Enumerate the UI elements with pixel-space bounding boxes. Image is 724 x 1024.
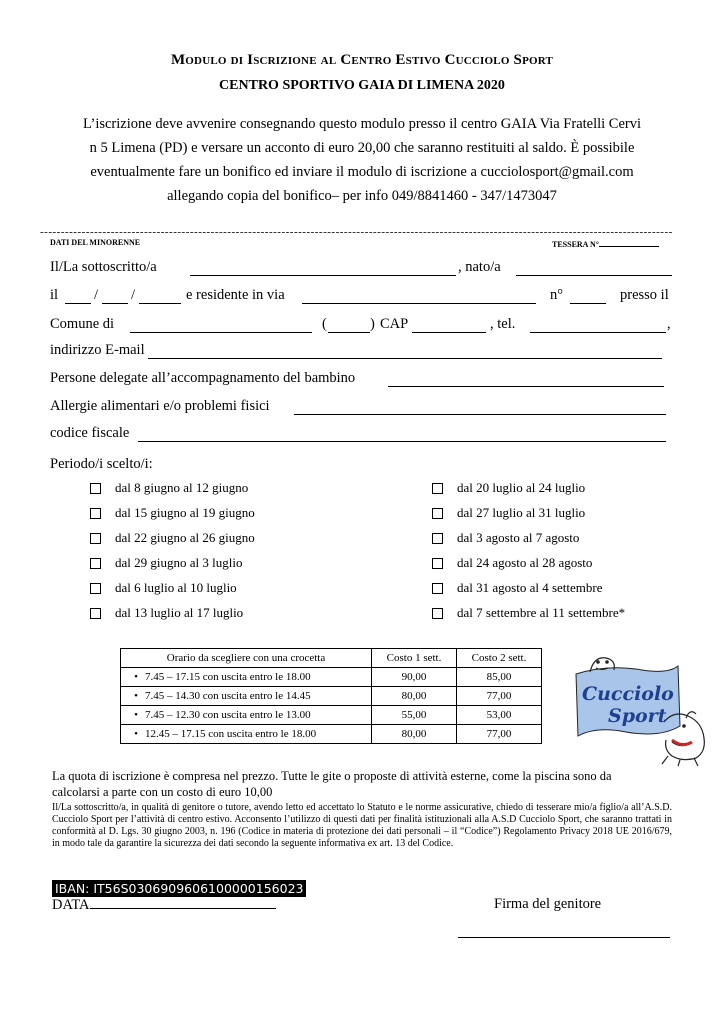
field-cf[interactable] [138,425,666,442]
paren-open: ( [322,316,327,332]
label-residente: e residente in via [186,287,285,303]
field-mese[interactable] [102,287,128,304]
field-civico[interactable] [570,287,606,304]
field-luogo-nascita[interactable] [516,259,672,276]
table-header: Costo 2 sett. [457,649,542,668]
field-cap[interactable] [412,316,486,333]
table-row[interactable] [121,668,542,687]
label-nato: , nato/a [458,259,501,275]
field-email[interactable] [148,342,662,359]
period-label: dal 3 agosto al 7 agosto [457,530,580,545]
field-giorno[interactable] [65,287,91,304]
period-checkbox[interactable] [90,530,255,546]
firma-signature-line[interactable] [458,937,670,938]
checkbox-icon[interactable] [432,508,443,519]
field-comune[interactable] [130,316,312,333]
field-nome[interactable] [190,259,456,276]
period-label: dal 13 luglio al 17 luglio [115,605,244,620]
period-checkbox[interactable] [432,555,592,571]
label-presso: presso il [620,287,669,303]
slash: / [94,287,99,303]
periodo-label: Periodo/i scelto/i: [50,456,153,472]
period-checkbox[interactable] [432,580,603,596]
field-via[interactable] [302,287,536,304]
field-tel[interactable] [530,316,666,333]
costo1-cell: 55,00 [372,706,457,725]
data-blank[interactable] [90,896,276,909]
label-cf: codice fiscale [50,425,130,441]
intro-line: allegando copia del bonifico– per info 049/8841460 - 347/1473047 [167,188,557,204]
period-label: dal 6 luglio al 10 luglio [115,580,237,595]
quota-note [52,768,688,800]
row-allergie [50,398,672,418]
period-label: dal 29 giugno al 3 luglio [115,555,243,570]
data-label: DATA [52,897,90,913]
period-label: dal 27 luglio al 31 luglio [457,505,586,520]
bullet-icon: • [134,690,138,702]
checkbox-icon[interactable] [432,558,443,569]
table-row[interactable] [121,725,542,744]
bullet-icon: • [134,671,138,683]
checkbox-icon[interactable] [432,608,443,619]
checkbox-icon[interactable] [90,483,101,494]
costo2-cell: 53,00 [457,706,542,725]
orario-cell[interactable] [121,725,372,744]
period-checkbox[interactable] [432,505,585,521]
label-email: indirizzo E-mail [50,342,145,358]
costo1-cell: 80,00 [372,725,457,744]
field-anno[interactable] [139,287,181,304]
quota-line: calcolarsi a parte con un costo di euro 10,00 [52,785,273,799]
row-cf [50,425,672,445]
row-persone [50,370,672,390]
label-comune: Comune di [50,316,115,332]
orario-text: 12.45 – 17.15 con uscita entro le 18.00 [145,728,317,740]
row-nascita [50,287,672,307]
slash: / [131,287,136,303]
table-header-row [121,649,542,668]
row-sottoscritto [50,259,672,279]
field-allergie[interactable] [294,398,666,415]
table-header: Orario da scegliere con una crocetta [121,649,372,668]
label-numero: n° [550,287,564,303]
bullet-icon: • [134,728,138,740]
comma: , [667,316,671,332]
orario-cell[interactable] [121,668,372,687]
checkbox-icon[interactable] [90,558,101,569]
tessera-label: TESSERA N° [552,240,599,249]
tessera-field[interactable] [552,238,659,249]
intro-line: eventualmente fare un bonifico ed inviare il modulo di iscrizione a cucciolosport@gmail.com [90,164,634,180]
intro-line: n 5 Limena (PD) e versare un acconto di euro 20,00 che saranno restituiti al saldo. È possibile [89,140,635,156]
checkbox-icon[interactable] [432,533,443,544]
orario-text: 7.45 – 17.15 con uscita entro le 18.00 [145,671,311,683]
orario-text: 7.45 – 12.30 con uscita entro le 13.00 [145,709,311,721]
section-label-minore: DATI DEL MINORENNE [50,238,141,247]
table-row[interactable] [121,687,542,706]
period-label: dal 24 agosto al 28 agosto [457,555,593,570]
orario-cell[interactable] [121,687,372,706]
checkbox-icon[interactable] [432,583,443,594]
checkbox-icon[interactable] [90,508,101,519]
tessera-blank[interactable] [599,238,659,247]
costo2-cell: 77,00 [457,725,542,744]
form-subtitle: CENTRO SPORTIVO GAIA DI LIMENA 2020 [219,78,505,93]
iban-label: IBAN: IT56S0306909606100000156023 [52,880,306,897]
field-persone[interactable] [388,370,664,387]
bullet-icon: • [134,709,138,721]
cucciolo-sport-logo [568,652,718,767]
row-email [50,342,672,362]
label-cap: CAP [380,316,409,332]
period-checkbox[interactable] [90,605,243,621]
paren-close: ) [370,316,375,332]
row-comune [50,316,672,336]
firma-label: Firma del genitore [494,896,602,912]
table-header: Costo 1 sett. [372,649,457,668]
period-checkbox[interactable] [432,530,579,546]
label-tel: , tel. [490,316,516,332]
checkbox-icon[interactable] [90,608,101,619]
label-persone: Persone delegate all’accompagnamento del bambino [50,370,356,386]
label-sottoscritto: Il/La sottoscritto/a [50,259,157,275]
quota-line: La quota di iscrizione è compresa nel prezzo. Tutte le gite o proposte di attività esterne, come la piscina sono da [52,769,612,783]
separator-line: -------------------------------------------------------------------------------------------------------------------------------------------------------- [40,226,673,238]
checkbox-icon[interactable] [432,483,443,494]
intro-text [40,112,684,208]
orari-table [120,648,542,744]
logo-text: Cucciolo [582,683,674,705]
period-checkbox[interactable] [90,480,248,496]
data-field[interactable] [52,896,276,914]
label-il: il [50,287,59,303]
period-checkbox[interactable] [432,605,625,621]
checkbox-icon[interactable] [90,533,101,544]
period-checkbox[interactable] [90,505,255,521]
field-provincia[interactable] [328,316,370,333]
form-title: Modulo di Iscrizione al Centro Estivo Cucciolo Sport [170,52,554,68]
period-checkbox[interactable] [432,480,585,496]
privacy-consent-text: Il/La sottoscritto/a, in qualità di genitore o tutore, avendo letto ed accettato lo Statuto e le norme assicurative, chiedo di tesserare mio/a figlio/a all’A.S.D. Cucciolo Sport per l’attività di centro estivo. Acconsento l’utilizzo di questi dati per finalità istituzionali alla A.S.D Cucciolo Sport, che saranno trattati in conformità al D. Lgs. 30 giugno 2003, n. 196 (Codice in materia di protezione dei dati personali – il “Codice”) Regolamento Privacy 2018 UE 2016/679, in modo tale da garantire la sicurezza dei dati secondo la seguente informativa ex art. 13 del Codice. [52,802,672,849]
costo2-cell: 85,00 [457,668,542,687]
period-label: dal 31 agosto al 4 settembre [457,580,603,595]
period-label: dal 22 giugno al 26 giugno [115,530,255,545]
period-checkbox[interactable] [90,555,242,571]
intro-line: L’iscrizione deve avvenire consegnando questo modulo presso il centro GAIA Via Fratelli Cervi [82,116,642,132]
costo1-cell: 80,00 [372,687,457,706]
table-row[interactable] [121,706,542,725]
period-label: dal 8 giugno al 12 giugno [115,480,249,495]
costo1-cell: 90,00 [372,668,457,687]
label-allergie: Allergie alimentari e/o problemi fisici [50,398,270,414]
logo-text: Sport [608,705,667,727]
orario-cell[interactable] [121,706,372,725]
period-label: dal 15 giugno al 19 giugno [115,505,255,520]
orario-text: 7.45 – 14.30 con uscita entro le 14.45 [145,690,311,702]
costo2-cell: 77,00 [457,687,542,706]
period-label: dal 20 luglio al 24 luglio [457,480,586,495]
checkbox-icon[interactable] [90,583,101,594]
period-checkbox[interactable] [90,580,237,596]
period-label: dal 7 settembre al 11 settembre* [457,605,626,620]
